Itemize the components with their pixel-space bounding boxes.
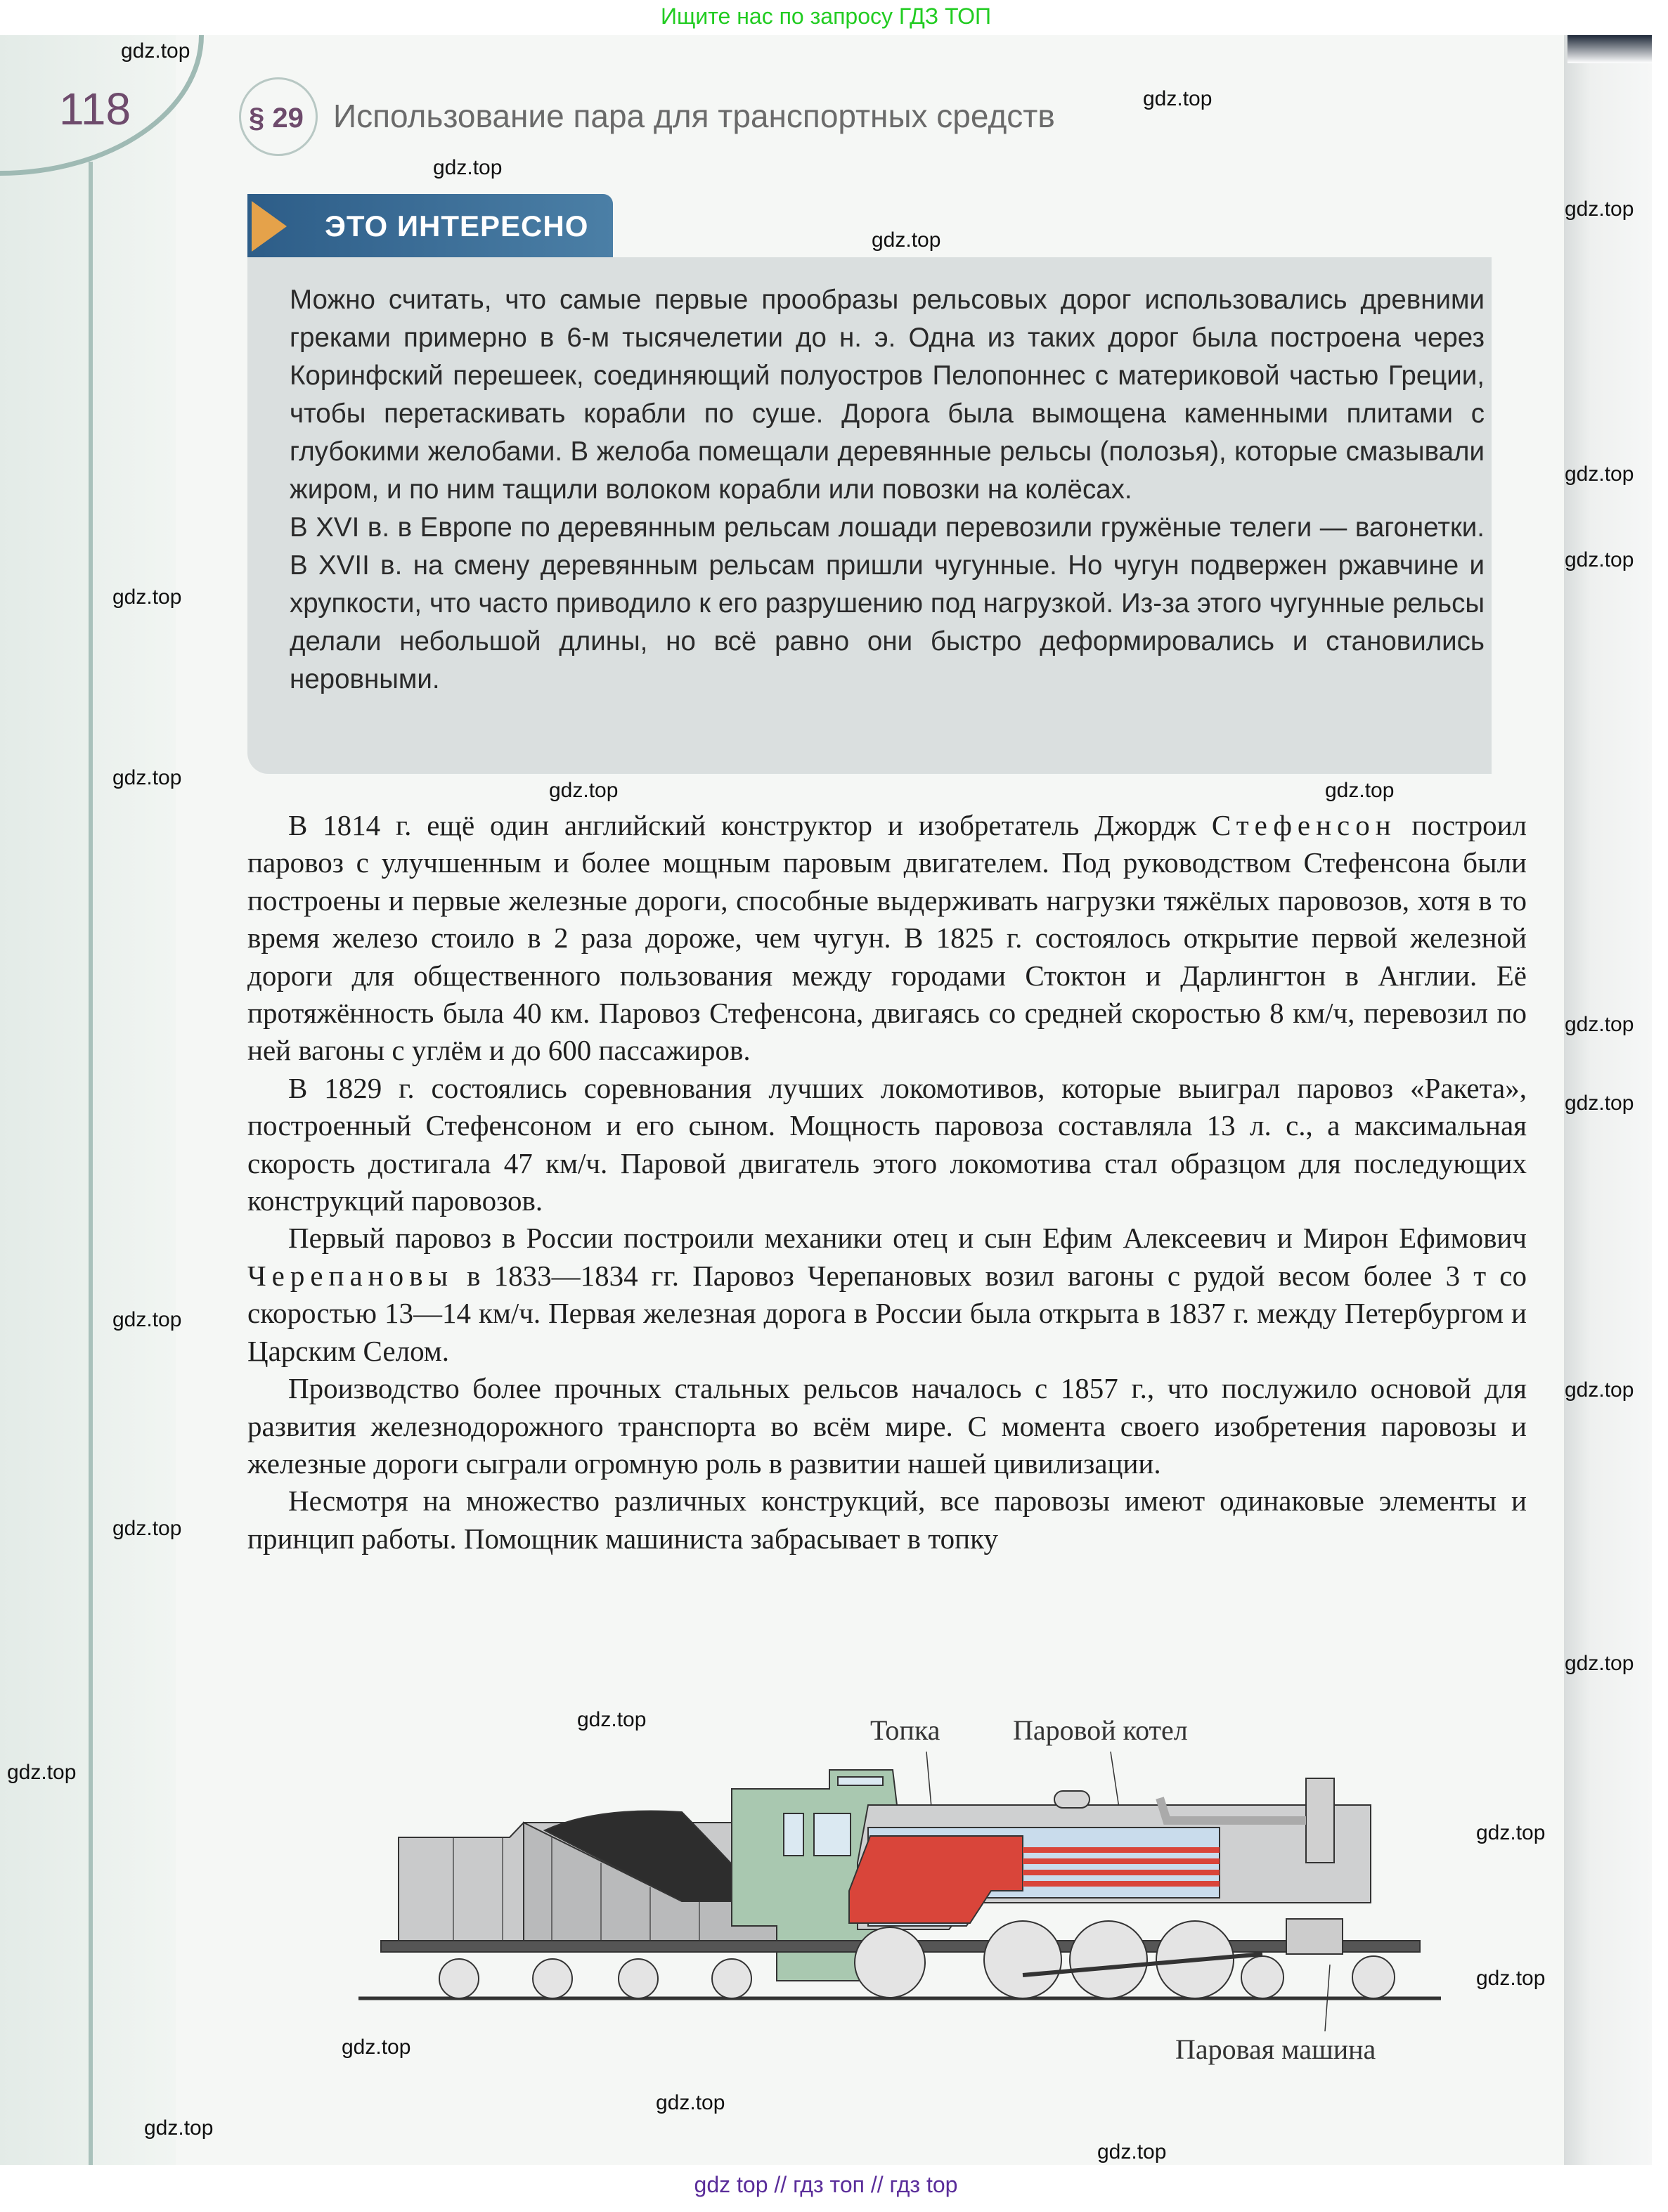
watermark: gdz.top: [112, 766, 182, 789]
watermark: gdz.top: [1565, 463, 1634, 486]
margin-line: [89, 162, 93, 2165]
chimney: [1306, 1778, 1334, 1863]
watermark: gdz.top: [1476, 1821, 1546, 1844]
footer-links[interactable]: gdz top // гдз топ // гдз top: [694, 2172, 958, 2197]
watermark: gdz.top: [1143, 87, 1213, 110]
watermark: gdz.top: [1565, 198, 1634, 221]
paragraph: Несмотря на множество различных конструкций, все паровозы имеют одинаковые элементы и принцип работы. Помощник машиниста забрасывает в топку: [247, 1485, 1527, 1555]
paragraph: В 1829 г. состоялись соревнования лучших локомотивов, которые выиграл паровоз «Ракета», построенный Стефенсоном и его сыном. Мощность паровоза составляла 13 л. с., а максимальная скорость достигала 47 км/ч. Паровой двигатель этого локомотива стал образцом для последующих конструкций паровозов.: [247, 1071, 1527, 1217]
section-title: Использование пара для транспортных средств: [333, 98, 1055, 134]
watermark: gdz.top: [121, 39, 190, 63]
spaced-name: Стефенсон: [1211, 809, 1397, 841]
interest-box-header: [247, 194, 613, 259]
watermark: gdz.top: [1476, 1967, 1546, 1990]
watermark: gdz.top: [1565, 1652, 1634, 1675]
interest-paragraph: В XVI в. в Европе по деревянным рельсам лошади перевозили гружёные телеги — вагонетки. В XVII в. на смену деревянным рельсам пришли чугунные. Но чугун подвержен ржавчине и хрупкости, что часто приводило к его разрушению под нагрузкой. Из-за этого чугунные рельсы делали небольшой длины, но всё равно они быстро деформировались и становились неровными.: [290, 512, 1485, 694]
watermark: gdz.top: [144, 2116, 214, 2140]
watermark: gdz.top: [1565, 1092, 1634, 1115]
scan-corner: [1567, 35, 1652, 63]
interest-paragraph: Можно считать, что самые первые прообразы рельсовых дорог использовались древними греками примерно в 6-м тысячелетии до н. э. Одна из таких дорог была построена через Коринфский перешеек, соединяющий полуостров Пелопоннес с материковой частью Греции, чтобы перетаскивать корабли по суше. Дорога была вымощена каменными плитами с глубокими желобами. В желоба помещали деревянные рельсы (полозья), которые смазывали жиром, и по ним тащили волоком корабли или повозки на колёсах.: [290, 285, 1485, 505]
watermark: gdz.top: [577, 1708, 647, 1731]
steam-dome: [1054, 1791, 1090, 1808]
text: в 1833—1834 гг. Паровоз Черепановых возил вагоны с рудой весом более 3 т со скоростью 13—14 км/ч. Первая железная дорога в России была открыта в 1837 г. между Петербургом и Царским Селом.: [247, 1259, 1527, 1367]
interest-box-text: [290, 281, 1485, 699]
text: В 1814 г. ещё один английский конструктор и изобретатель Джордж: [288, 809, 1212, 841]
page-number: 118: [59, 84, 131, 134]
steam-locomotive-diagram: [337, 1687, 1462, 2081]
watermark: gdz.top: [1565, 1013, 1634, 1036]
paragraph: [247, 807, 1527, 1070]
watermark: gdz.top: [342, 2036, 411, 2059]
watermark: gdz.top: [112, 1517, 182, 1540]
watermark: gdz.top: [1325, 779, 1395, 802]
label-steam-engine: Паровая машина: [1175, 2033, 1376, 2065]
watermark: gdz.top: [1565, 548, 1634, 571]
search-banner[interactable]: Ищите нас по запросу ГДЗ ТОП: [0, 0, 1652, 35]
watermark: gdz.top: [1565, 1378, 1634, 1402]
watermark: gdz.top: [1097, 2140, 1167, 2164]
text: Первый паровоз в России построили механики отец и сын Ефим Алексеевич и Мирон Ефимович: [288, 1222, 1527, 1255]
cab-window: [784, 1813, 803, 1856]
label-firebox: Топка: [870, 1714, 940, 1746]
cab-roof-window: [838, 1777, 883, 1785]
play-logo-icon: [252, 201, 287, 252]
firebox: [849, 1836, 1023, 1923]
label-boiler: Паровой котел: [1013, 1714, 1188, 1746]
watermark: gdz.top: [433, 156, 503, 179]
watermark: gdz.top: [549, 779, 619, 802]
watermark: gdz.top: [112, 586, 182, 609]
paragraph: [247, 1220, 1527, 1370]
interest-box-title: ЭТО ИНТЕРЕСНО: [325, 209, 589, 242]
page-margin-strip: [0, 35, 176, 2165]
watermark: gdz.top: [656, 2091, 725, 2114]
spaced-name: Черепановы: [247, 1259, 454, 1292]
watermark: gdz.top: [112, 1308, 182, 1331]
cylinder: [1286, 1919, 1343, 1954]
section-number: § 29: [249, 103, 304, 134]
watermark: gdz.top: [7, 1761, 77, 1784]
text: построил паровоз с улучшенным и более мощным паровым двигателем. Под руководством Стефенсона были построены и первые железные дороги, способные выдерживать нагрузки тяжёлых паровозов, хотя в то время железо стоило в 2 раза дороже, чем чугун. В 1825 г. состоялось открытие первой железной дороги для общественного пользования между городами Стоктон и Дарлингтон в Англии. Её протяжённость была 40 км. Паровоз Стефенсона, двигаясь со средней скоростью 8 км/ч, перевозил по ней вагоны с углём и до 600 пассажиров.: [247, 809, 1527, 1067]
paragraph: Производство более прочных стальных рельсов началось с 1857 г., что послужило основой для развития железнодорожного транспорта во всём мире. С момента своего изобретения паровозы и железные дороги сыграли огромную роль в развитии нашей цивилизации.: [247, 1372, 1527, 1480]
watermark: gdz.top: [872, 228, 941, 252]
main-text: [247, 807, 1527, 1558]
cab-window: [814, 1813, 851, 1856]
